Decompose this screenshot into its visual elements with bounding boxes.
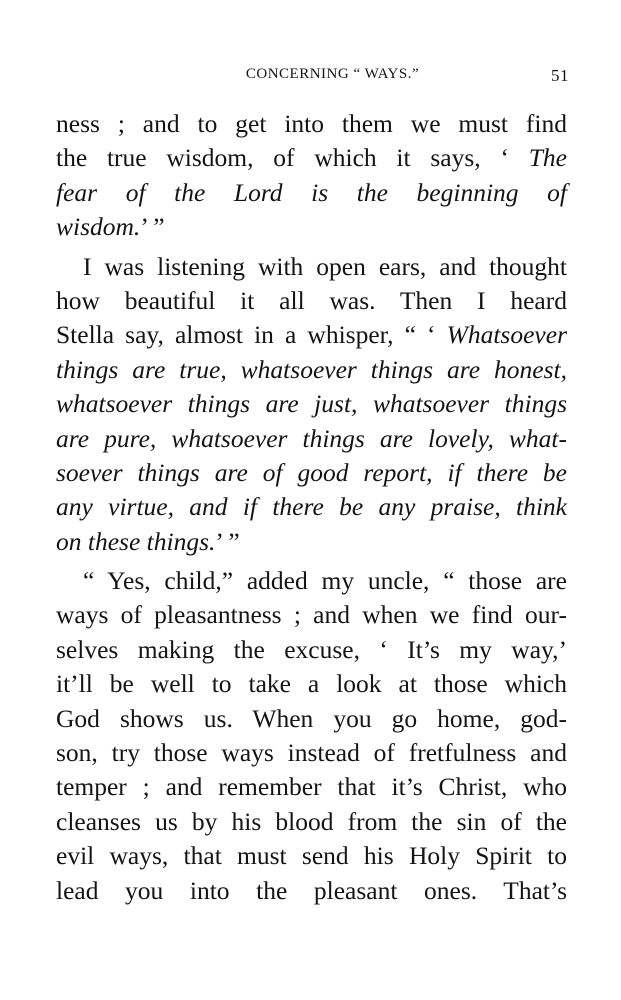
page-header (56, 66, 569, 90)
text-line (56, 176, 567, 210)
text-line (56, 250, 567, 284)
text-line (56, 805, 567, 839)
text-line (56, 839, 567, 873)
italic-text: are pure, whatsoever things are lovely, what- (56, 423, 567, 453)
text-run: evil ways, that must send his Holy Spirit to (56, 841, 567, 871)
text-line (56, 422, 567, 456)
text-run: the true wisdom, of which it says, ‘ (56, 143, 529, 173)
paragraph (56, 250, 567, 560)
text-line (56, 107, 567, 141)
italic-text: fear of the Lord is the beginning of (56, 177, 567, 207)
text-run: “ Yes, child,” added my uncle, “ those are (83, 566, 567, 596)
text-line (56, 564, 567, 598)
text-run: ness ; and to get into them we must find (56, 109, 567, 138)
text-line (56, 667, 567, 701)
italic-text: wisdom. (56, 212, 141, 242)
text-run: ’ ” (140, 212, 165, 242)
paragraph (56, 564, 567, 908)
text-line (56, 353, 567, 387)
italic-text: things are true, whatsoever things are honest, (56, 354, 567, 384)
text-line (56, 318, 567, 352)
italic-text: any virtue, and if there be any praise, think (56, 492, 567, 522)
italic-text: Whatsoever (446, 320, 567, 350)
text-line (56, 210, 567, 244)
text-line (56, 284, 567, 318)
text-run: ’ ” (215, 526, 240, 556)
text-run: Stella say, almost in a whisper, “ ‘ (56, 320, 447, 350)
text-line (56, 702, 567, 736)
text-run: God shows us. When you go home, god- (56, 703, 567, 733)
italic-text: soever things are of good report, if there be (56, 457, 567, 487)
text-line (56, 598, 567, 632)
italic-text: The (528, 143, 567, 173)
text-line (56, 456, 567, 490)
text-run: it’ll be well to take a look at those which (56, 669, 567, 699)
text-line (56, 770, 567, 804)
text-line (56, 736, 567, 770)
text-line (56, 874, 567, 908)
text-line (56, 525, 567, 559)
text-line (56, 633, 567, 667)
text-run: selves making the excuse, ‘ It’s my way,’ (56, 634, 567, 664)
text-line (56, 387, 567, 421)
body-text (56, 107, 567, 908)
text-run: lead you into the pleasant ones. That’s (56, 875, 567, 905)
text-run: temper ; and remember that it’s Christ, who (56, 772, 567, 802)
text-run: how beautiful it all was. Then I heard (56, 285, 567, 315)
running-head: CONCERNING “ WAYS.” (245, 66, 420, 82)
text-run: son, try those ways instead of fretfulness and (56, 738, 567, 768)
page-number: 51 (551, 66, 569, 85)
paragraph (56, 107, 567, 245)
text-run: cleanses us by his blood from the sin of the (56, 806, 567, 836)
text-run: ways of pleasantness ; and when we find our- (56, 600, 567, 630)
text-line (56, 490, 567, 524)
text-run: I was listening with open ears, and thought (83, 251, 567, 281)
italic-text: on these things. (56, 526, 216, 556)
text-line (56, 141, 567, 175)
italic-text: whatsoever things are just, whatsoever things (56, 389, 567, 419)
